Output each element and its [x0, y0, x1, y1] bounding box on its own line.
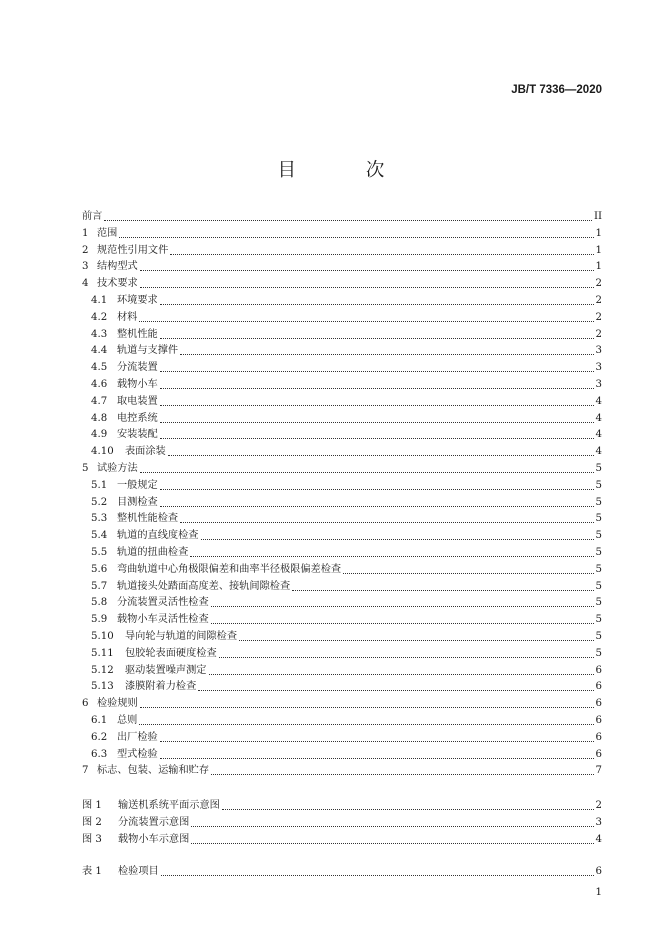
- toc-entry[interactable]: [91, 561, 602, 577]
- page-number: 1: [595, 886, 602, 898]
- entry-page-number: 3: [595, 816, 602, 828]
- toc-entry[interactable]: [91, 645, 602, 661]
- toc-entry[interactable]: [91, 527, 602, 543]
- toc-entry[interactable]: [91, 578, 602, 594]
- entry-number: 3: [82, 261, 89, 273]
- dot-leader: [160, 437, 594, 439]
- entry-number: 6.3: [91, 748, 108, 760]
- toc-entry[interactable]: [91, 309, 602, 325]
- toc-entry[interactable]: [91, 712, 602, 728]
- entry-number: 4.9: [91, 429, 108, 441]
- entry-page-number: 5: [595, 563, 602, 575]
- entry-page-number: 2: [595, 278, 602, 290]
- entry-label: 型式检验: [117, 748, 158, 760]
- entry-label: 试验方法: [97, 463, 138, 474]
- entry-page-number: 7: [595, 765, 602, 777]
- entry-page-number: 6: [595, 748, 602, 760]
- entry-page-number: 4: [595, 833, 602, 845]
- toc-entry[interactable]: [82, 208, 602, 224]
- figure-entry[interactable]: [82, 797, 602, 813]
- entry-label: 技术要求: [97, 278, 138, 290]
- entry-label: 包胶轮表面硬度检查: [125, 647, 217, 659]
- entry-page-number: 3: [595, 345, 602, 357]
- entry-page-number: 5: [595, 631, 602, 642]
- entry-label: 检验项目: [118, 866, 159, 877]
- entry-label: 前言: [82, 211, 103, 222]
- entry-number: 5: [82, 463, 89, 474]
- entry-number: 5.4: [91, 530, 108, 542]
- entry-number: 5.2: [91, 496, 108, 508]
- dot-leader: [222, 808, 594, 810]
- dot-leader: [160, 505, 594, 507]
- entry-number: 6.1: [91, 715, 108, 726]
- entry-page-number: II: [593, 211, 602, 222]
- toc-entry[interactable]: [91, 510, 602, 526]
- entry-label: 标志、包装、运输和贮存: [97, 765, 210, 777]
- toc-entry[interactable]: [91, 410, 602, 426]
- dot-leader: [160, 757, 594, 759]
- toc-entry[interactable]: [91, 376, 602, 392]
- entry-number: 图 1: [82, 800, 102, 811]
- dot-leader: [170, 253, 593, 255]
- toc-entry[interactable]: [82, 695, 602, 711]
- dot-leader: [140, 269, 594, 271]
- entry-number: 4.7: [91, 395, 108, 407]
- entry-label: 输送机系统平面示意图: [118, 800, 220, 811]
- toc-entry[interactable]: [91, 611, 602, 627]
- entry-page-number: 5: [595, 530, 602, 542]
- entry-number: 5.12: [91, 664, 114, 676]
- dot-leader: [201, 538, 594, 540]
- entry-number: 图 2: [82, 816, 102, 828]
- entry-page-number: 6: [595, 731, 602, 743]
- entry-number: 图 3: [82, 833, 102, 845]
- dot-leader: [140, 471, 594, 473]
- entry-label: 取电装置: [117, 395, 158, 407]
- entry-page-number: 6: [595, 681, 602, 693]
- dot-leader: [140, 286, 594, 288]
- entry-page-number: 2: [595, 311, 602, 323]
- entry-number: 6.2: [91, 731, 108, 743]
- dot-leader: [160, 303, 594, 305]
- entry-label: 一般规定: [117, 479, 158, 491]
- entry-label: 轨道的直线度检查: [117, 530, 199, 542]
- entry-label: 整机性能: [117, 328, 158, 340]
- dot-leader: [160, 370, 594, 372]
- entry-number: 4.6: [91, 379, 108, 390]
- toc-entry[interactable]: [91, 662, 602, 678]
- entry-label: 规范性引用文件: [97, 244, 169, 256]
- dot-leader: [219, 656, 594, 658]
- entry-page-number: 2: [595, 328, 602, 340]
- entry-label: 范围: [97, 227, 118, 239]
- dot-leader: [180, 353, 593, 355]
- dot-leader: [160, 387, 594, 389]
- entry-label: 轨道与支撑件: [117, 345, 179, 357]
- dot-leader: [119, 236, 593, 238]
- entry-label: 弯曲轨道中心角极限偏差和曲率半径极限偏差检查: [117, 563, 342, 575]
- entry-number: 1: [82, 227, 89, 239]
- entry-page-number: 2: [595, 800, 602, 811]
- entry-label: 漆膜附着力检查: [125, 681, 197, 693]
- dot-leader: [160, 404, 594, 406]
- entry-label: 总则: [117, 715, 138, 726]
- standard-code: JB/T 7336—2020: [511, 84, 602, 96]
- toc-entry[interactable]: [91, 393, 602, 409]
- entry-number: 6: [82, 698, 89, 710]
- entry-page-number: 4: [595, 395, 602, 407]
- entry-label: 电控系统: [117, 412, 158, 424]
- entry-number: 5.1: [91, 479, 108, 491]
- entry-number: 4.5: [91, 362, 108, 374]
- dot-leader: [160, 488, 594, 490]
- dot-leader: [211, 773, 593, 775]
- entry-page-number: 5: [595, 496, 602, 508]
- entry-label: 材料: [117, 311, 138, 323]
- toc-entry[interactable]: [91, 359, 602, 375]
- entry-label: 载物小车灵活性检查: [117, 614, 209, 626]
- entry-page-number: 6: [595, 715, 602, 726]
- entry-label: 驱动装置噪声测定: [125, 664, 207, 676]
- entry-label: 载物小车示意图: [118, 833, 190, 845]
- toc-entry[interactable]: [91, 594, 602, 610]
- dot-leader: [160, 421, 594, 423]
- entry-label: 导向轮与轨道的间隙检查: [125, 631, 238, 642]
- entry-number: 5.7: [91, 580, 108, 592]
- entry-number: 5.3: [91, 513, 108, 525]
- entry-number: 5.6: [91, 563, 108, 575]
- entry-label: 整机性能检查: [117, 513, 179, 525]
- dot-leader: [343, 572, 593, 574]
- toc-entry[interactable]: [91, 628, 602, 644]
- entry-number: 4.1: [91, 295, 108, 306]
- entry-number: 5.13: [91, 681, 114, 693]
- entry-page-number: 6: [595, 698, 602, 710]
- entry-number: 4.4: [91, 345, 108, 357]
- figure-entry[interactable]: [82, 814, 602, 830]
- entry-page-number: 4: [595, 412, 602, 424]
- entry-label: 目测检查: [117, 496, 158, 508]
- dot-leader: [190, 555, 593, 557]
- toc-entry[interactable]: [91, 678, 602, 694]
- dot-leader: [104, 219, 592, 221]
- entry-page-number: 3: [595, 379, 602, 390]
- entry-number: 5.5: [91, 547, 108, 558]
- entry-page-number: 6: [595, 866, 602, 877]
- toc-entry[interactable]: [82, 460, 602, 476]
- entry-number: 表 1: [82, 866, 102, 877]
- entry-number: 4.10: [91, 446, 114, 458]
- entry-page-number: 1: [595, 261, 602, 273]
- toc-entry[interactable]: [82, 275, 602, 291]
- toc-entry[interactable]: [91, 292, 602, 308]
- figure-entry[interactable]: [82, 863, 602, 879]
- entry-number: 5.8: [91, 597, 108, 609]
- toc-entry[interactable]: [91, 342, 602, 358]
- toc-entry[interactable]: [82, 242, 602, 258]
- page-title: 目 次: [277, 160, 417, 181]
- dot-leader: [292, 589, 593, 591]
- toc-entry[interactable]: [91, 326, 602, 342]
- dot-leader: [198, 689, 593, 691]
- toc-entry[interactable]: [91, 477, 602, 493]
- entry-page-number: 5: [595, 463, 602, 474]
- entry-number: 4.8: [91, 412, 108, 424]
- entry-label: 分流装置示意图: [118, 816, 190, 828]
- dot-leader: [161, 874, 594, 876]
- entry-number: 4.3: [91, 328, 108, 340]
- dot-leader: [239, 639, 593, 641]
- entry-page-number: 5: [595, 614, 602, 626]
- entry-label: 轨道接头处踏面高度差、接轨间隙检查: [117, 580, 291, 592]
- entry-page-number: 2: [595, 295, 602, 306]
- entry-page-number: 6: [595, 664, 602, 676]
- dot-leader: [211, 622, 594, 624]
- entry-page-number: 5: [595, 479, 602, 491]
- dot-leader: [191, 842, 593, 844]
- entry-page-number: 5: [595, 513, 602, 525]
- dot-leader: [140, 706, 594, 708]
- entry-page-number: 1: [595, 227, 602, 239]
- entry-page-number: 5: [595, 547, 602, 558]
- entry-label: 表面涂装: [125, 446, 166, 458]
- figure-entry[interactable]: [82, 831, 602, 847]
- entry-number: 5.10: [91, 631, 114, 642]
- entry-page-number: 1: [595, 244, 602, 256]
- entry-label: 结构型式: [97, 261, 138, 273]
- entry-page-number: 5: [595, 647, 602, 659]
- toc-entry[interactable]: [91, 729, 602, 745]
- toc-entry[interactable]: [91, 746, 602, 762]
- entry-number: 2: [82, 244, 89, 256]
- dot-leader: [168, 454, 594, 456]
- entry-page-number: 5: [595, 580, 602, 592]
- entry-page-number: 5: [595, 597, 602, 609]
- toc-entry[interactable]: [82, 762, 602, 778]
- dot-leader: [139, 320, 593, 322]
- entry-number: 5.11: [91, 647, 114, 659]
- toc-entry[interactable]: [82, 225, 602, 241]
- entry-number: 4.2: [91, 311, 108, 323]
- entry-page-number: 3: [595, 362, 602, 374]
- dot-leader: [139, 723, 593, 725]
- entry-label: 安装装配: [117, 429, 158, 441]
- toc-entry[interactable]: [82, 258, 602, 274]
- dot-leader: [209, 673, 594, 675]
- toc-entry[interactable]: [91, 426, 602, 442]
- entry-number: 4: [82, 278, 89, 290]
- dot-leader: [180, 521, 593, 523]
- entry-label: 轨道的扭曲检查: [117, 547, 189, 558]
- entry-page-number: 4: [595, 429, 602, 441]
- entry-label: 分流装置灵活性检查: [117, 597, 209, 609]
- entry-label: 载物小车: [117, 379, 158, 390]
- entry-label: 环境要求: [117, 295, 158, 306]
- dot-leader: [160, 740, 594, 742]
- toc-entry[interactable]: [91, 494, 602, 510]
- toc-entry[interactable]: [91, 443, 602, 459]
- dot-leader: [191, 825, 593, 827]
- entry-label: 检验规则: [97, 698, 138, 710]
- entry-number: 5.9: [91, 614, 108, 626]
- dot-leader: [160, 337, 594, 339]
- entry-label: 分流装置: [117, 362, 158, 374]
- dot-leader: [211, 605, 594, 607]
- entry-number: 7: [82, 765, 89, 777]
- entry-page-number: 4: [595, 446, 602, 458]
- entry-label: 出厂检验: [117, 731, 158, 743]
- toc-entry[interactable]: [91, 544, 602, 560]
